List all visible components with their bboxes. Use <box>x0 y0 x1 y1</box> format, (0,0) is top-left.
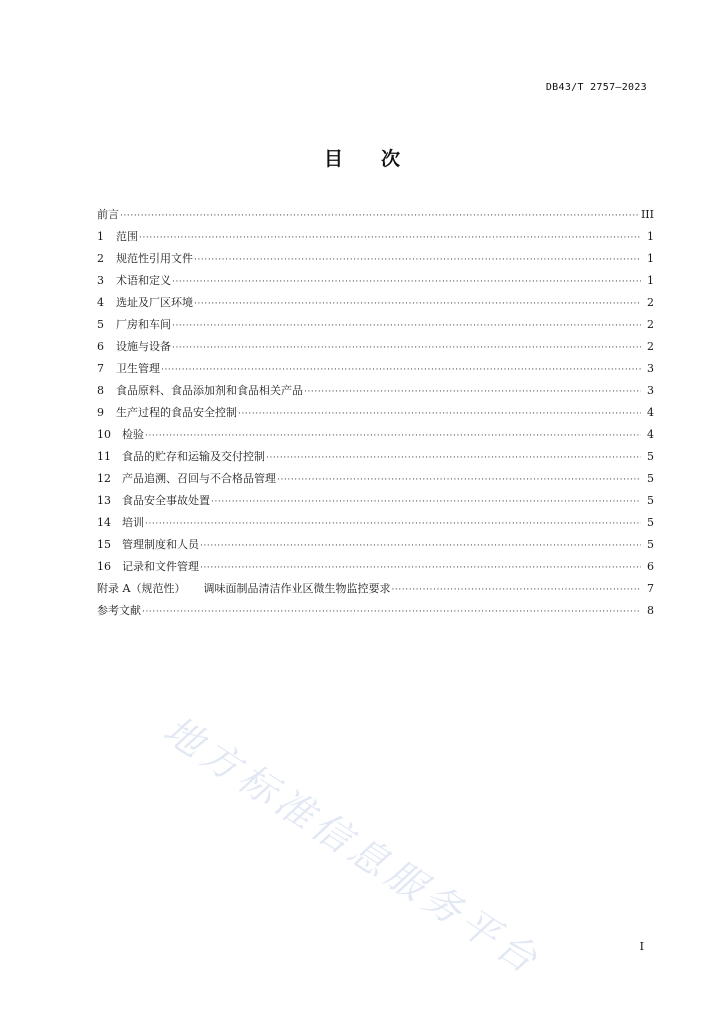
toc-leader-dots <box>238 403 641 425</box>
toc-entry-foreword[interactable] <box>97 204 654 226</box>
toc-entry-9[interactable] <box>97 402 654 424</box>
toc-entry-annex-prefix <box>97 578 390 600</box>
toc-entry-number: 13 <box>97 494 111 507</box>
toc-entry-13[interactable] <box>97 490 654 512</box>
toc-entry-page: III <box>640 208 654 221</box>
toc-entry-title: 卫生管理 <box>116 362 160 375</box>
toc-entry-title: 记录和文件管理 <box>122 560 199 573</box>
toc-leader-dots <box>145 513 641 535</box>
toc-entry-title: 食品安全事故处置 <box>122 494 210 507</box>
toc-entry-number: 8 <box>97 384 104 397</box>
toc-entry-8[interactable] <box>97 380 654 402</box>
toc-entry-title: 调味面制品清洁作业区微生物监控要求 <box>203 582 391 595</box>
toc-entry-page: 6 <box>647 560 654 573</box>
page-number: I <box>639 940 644 953</box>
toc-entry-title: 食品的贮存和运输及交付控制 <box>122 450 265 463</box>
toc-entry-number: 4 <box>97 296 104 309</box>
document-code: DB43/T 2757—2023 <box>545 82 647 93</box>
toc-leader-dots <box>194 293 641 315</box>
annex-label: 附录 A（规范性） <box>97 582 186 595</box>
toc-entry-15[interactable] <box>97 534 654 556</box>
toc-entry-page: 5 <box>647 516 654 529</box>
toc-leader-dots <box>172 337 641 359</box>
toc-entry-title: 培训 <box>122 516 144 529</box>
toc-entry-page: 8 <box>647 604 654 617</box>
toc-entry-11[interactable] <box>97 446 654 468</box>
toc-entry-page: 5 <box>647 450 654 463</box>
toc-leader-dots <box>139 227 641 249</box>
toc-entry-number: 2 <box>97 252 104 265</box>
toc-leader-dots <box>277 469 641 491</box>
toc-leader-dots <box>145 425 641 447</box>
toc-entry-page: 4 <box>647 428 654 441</box>
toc-leader-dots <box>194 249 641 271</box>
toc-entry-title: 设施与设备 <box>116 340 171 353</box>
toc-entry-10[interactable] <box>97 424 654 446</box>
toc-entry-number: 14 <box>97 516 111 529</box>
toc-entry-16[interactable] <box>97 556 654 578</box>
toc-entry-number: 16 <box>97 560 111 573</box>
toc-leader-dots <box>200 535 641 557</box>
toc-entry-page: 3 <box>647 362 654 375</box>
toc-entry-4[interactable] <box>97 292 654 314</box>
toc-leader-dots <box>172 315 641 337</box>
toc-entry-title: 检验 <box>122 428 144 441</box>
toc-entry-page: 5 <box>647 538 654 551</box>
toc-entry-title: 参考文献 <box>97 604 141 617</box>
toc-leader-dots <box>391 579 641 601</box>
toc-entry-number: 9 <box>97 406 104 419</box>
toc-entry-number: 7 <box>97 362 104 375</box>
toc-entry-5[interactable] <box>97 314 654 336</box>
toc-entry-title: 前言 <box>97 208 119 221</box>
toc-entry-page: 2 <box>647 340 654 353</box>
toc-entry-3[interactable] <box>97 270 654 292</box>
toc-entry-title: 管理制度和人员 <box>122 538 199 551</box>
toc-entry-number: 10 <box>97 428 111 441</box>
toc-entry-page: 7 <box>647 582 654 595</box>
toc-entry-number: 3 <box>97 274 104 287</box>
toc-entry-7[interactable] <box>97 358 654 380</box>
toc-entry-title: 选址及厂区环境 <box>116 296 193 309</box>
toc-entry-annex-a[interactable] <box>97 578 654 600</box>
toc-entry-number: 6 <box>97 340 104 353</box>
toc-entry-page: 5 <box>647 494 654 507</box>
toc-entry-title: 食品原料、食品添加剂和食品相关产品 <box>116 384 303 397</box>
toc-entry-page: 5 <box>647 472 654 485</box>
page-title: 目次 <box>323 148 438 170</box>
toc-entry-page: 2 <box>647 296 654 309</box>
toc-entry-6[interactable] <box>97 336 654 358</box>
toc-entry-title: 术语和定义 <box>116 274 171 287</box>
toc-leader-dots <box>211 491 641 513</box>
toc-entry-number: 1 <box>97 230 104 243</box>
toc-entry-14[interactable] <box>97 512 654 534</box>
toc-entry-title: 产品追溯、召回与不合格品管理 <box>122 472 276 485</box>
toc-entry-title: 厂房和车间 <box>116 318 171 331</box>
toc-leader-dots <box>266 447 641 469</box>
toc-entry-page: 1 <box>647 274 654 287</box>
toc-leader-dots <box>172 271 641 293</box>
toc-entry-references[interactable] <box>97 600 654 622</box>
toc-entry-number: 12 <box>97 472 111 485</box>
toc-leader-dots <box>304 381 641 403</box>
toc-entry-title: 范围 <box>116 230 138 243</box>
toc-leader-dots <box>200 557 641 579</box>
toc-entry-title: 生产过程的食品安全控制 <box>116 406 237 419</box>
toc-entry-page: 1 <box>647 230 654 243</box>
toc-entry-12[interactable] <box>97 468 654 490</box>
watermark: 地方标准信息服务平台 <box>156 707 550 985</box>
toc-entry-number: 11 <box>97 450 111 463</box>
toc-entry-2[interactable] <box>97 248 654 270</box>
toc-entry-page: 3 <box>647 384 654 397</box>
toc-entry-number: 5 <box>97 318 104 331</box>
toc-leader-dots <box>161 359 641 381</box>
toc-entry-page: 1 <box>647 252 654 265</box>
toc-entry-page: 4 <box>647 406 654 419</box>
toc-entry-number: 15 <box>97 538 111 551</box>
toc-leader-dots <box>120 205 638 227</box>
toc-entry-page: 2 <box>647 318 654 331</box>
toc-entry-title: 规范性引用文件 <box>116 252 193 265</box>
toc-leader-dots <box>142 601 641 623</box>
toc-entry-1[interactable] <box>97 226 654 248</box>
table-of-contents <box>97 204 654 622</box>
